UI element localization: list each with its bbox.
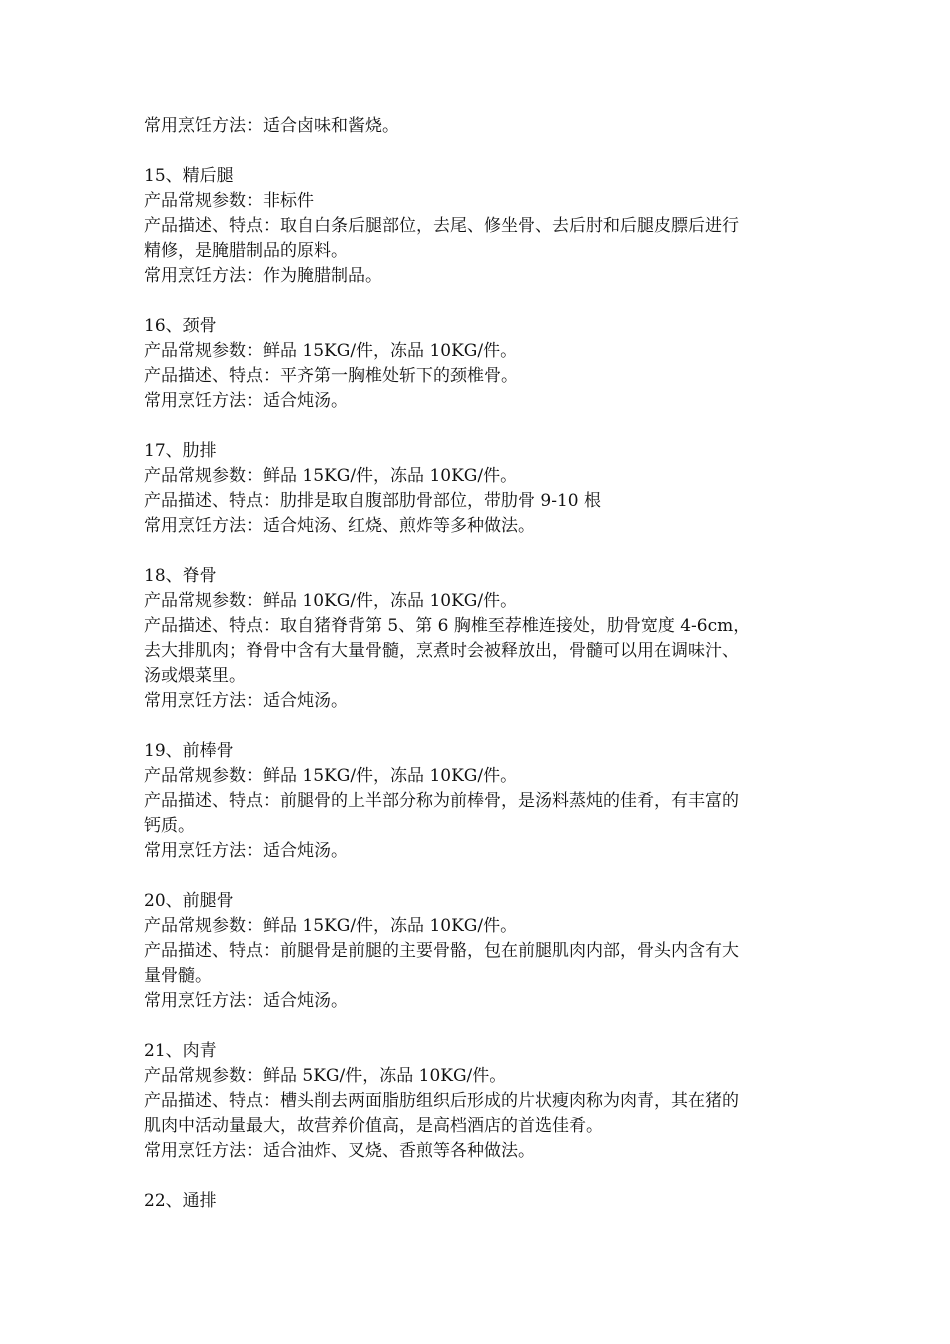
- product-section: [144, 314, 824, 414]
- product-params: 产品常规参数：鲜品 15KG/件，冻品 10KG/件。: [144, 916, 518, 936]
- section-gap: [144, 864, 824, 889]
- section-gap: [144, 1014, 824, 1039]
- product-section: [144, 164, 824, 289]
- cooking-method-line: 常用烹饪方法：适合炖汤。: [144, 691, 348, 711]
- product-description-line: 汤或煨菜里。: [144, 666, 246, 686]
- section-gap: [144, 289, 824, 314]
- product-heading: 16、颈骨: [144, 316, 217, 336]
- product-heading: 18、脊骨: [144, 566, 217, 586]
- section-gap: [144, 139, 824, 164]
- cooking-method-line: 常用烹饪方法：作为腌腊制品。: [144, 266, 382, 286]
- document-page: [144, 114, 824, 1214]
- product-heading: 21、肉青: [144, 1041, 217, 1061]
- product-description-line: 肌肉中活动量最大，故营养价值高，是高档酒店的首选佳肴。: [144, 1116, 603, 1136]
- product-description-line: 产品描述、特点：前腿骨是前腿的主要骨骼，包在前腿肌肉内部，骨头内含有大: [144, 941, 739, 961]
- product-heading: 19、前棒骨: [144, 741, 234, 761]
- product-section: [144, 1039, 824, 1164]
- product-heading: 22、通排: [144, 1191, 217, 1211]
- product-description-line: 钙质。: [144, 816, 195, 836]
- section-gap: [144, 1164, 824, 1189]
- product-heading: 20、前腿骨: [144, 891, 234, 911]
- product-description-line: 产品描述、特点：取自白条后腿部位，去尾、修坐骨、去后肘和后腿皮膘后进行: [144, 216, 739, 236]
- cooking-method-line: 常用烹饪方法：适合炖汤、红烧、煎炸等多种做法。: [144, 516, 535, 536]
- product-description-line: 精修，是腌腊制品的原料。: [144, 241, 348, 261]
- product-params: 产品常规参数：鲜品 15KG/件，冻品 10KG/件。: [144, 466, 518, 486]
- product-description-line: 量骨髓。: [144, 966, 212, 986]
- cooking-method-line: 常用烹饪方法：适合炖汤。: [144, 841, 348, 861]
- product-params: 产品常规参数：鲜品 5KG/件，冻品 10KG/件。: [144, 1066, 507, 1086]
- product-description-line: 产品描述、特点：前腿骨的上半部分称为前棒骨，是汤料蒸炖的佳肴，有丰富的: [144, 791, 739, 811]
- product-params: 产品常规参数：非标件: [144, 191, 314, 211]
- product-description-line: 产品描述、特点：槽头削去两面脂肪组织后形成的片状瘦肉称为肉青，其在猪的: [144, 1091, 739, 1111]
- product-section: [144, 564, 824, 714]
- product-description-line: 产品描述、特点：取自猪脊背第 5、第 6 胸椎至荐椎连接处，肋骨宽度 4-6cm，: [144, 616, 751, 636]
- cooking-method-line: 常用烹饪方法：适合油炸、叉烧、香煎等各种做法。: [144, 1141, 535, 1161]
- product-section: [144, 439, 824, 539]
- cooking-method-line: 常用烹饪方法：适合炖汤。: [144, 391, 348, 411]
- product-params: 产品常规参数：鲜品 10KG/件，冻品 10KG/件。: [144, 591, 518, 611]
- product-heading: 17、肋排: [144, 441, 217, 461]
- product-description-line: 去大排肌肉；脊骨中含有大量骨髓，烹煮时会被释放出，骨髓可以用在调味汁、: [144, 641, 739, 661]
- section-gap: [144, 414, 824, 439]
- product-params: 产品常规参数：鲜品 15KG/件，冻品 10KG/件。: [144, 341, 518, 361]
- section-gap: [144, 714, 824, 739]
- product-description-line: 产品描述、特点：平齐第一胸椎处斩下的颈椎骨。: [144, 366, 518, 386]
- cooking-method-line: 常用烹饪方法：适合卤味和酱烧。: [144, 116, 399, 136]
- product-heading: 15、精后腿: [144, 166, 234, 186]
- product-section: [144, 739, 824, 864]
- section-gap: [144, 539, 824, 564]
- product-params: 产品常规参数：鲜品 15KG/件，冻品 10KG/件。: [144, 766, 518, 786]
- product-description-line: 产品描述、特点：肋排是取自腹部肋骨部位，带肋骨 9-10 根: [144, 491, 601, 511]
- product-section: [144, 889, 824, 1014]
- cooking-method-line: 常用烹饪方法：适合炖汤。: [144, 991, 348, 1011]
